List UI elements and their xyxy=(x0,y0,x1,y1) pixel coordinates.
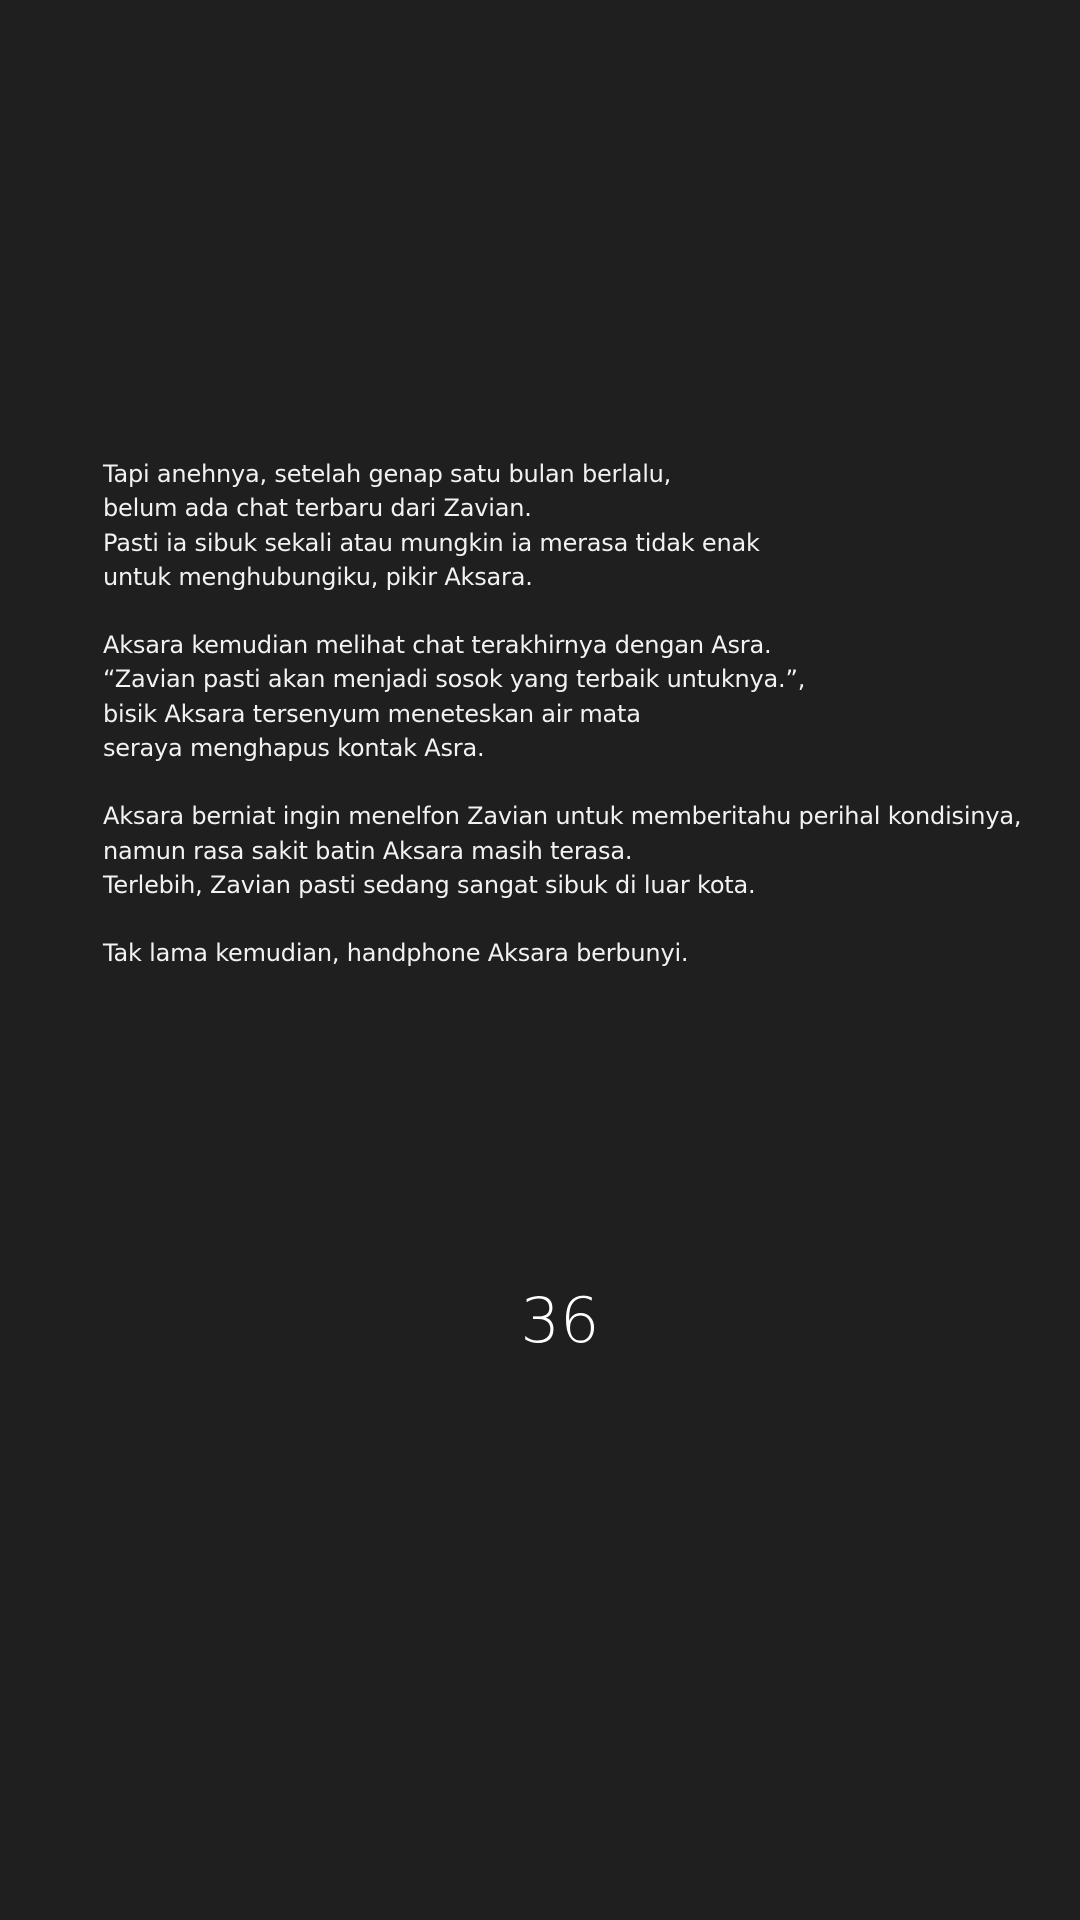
story-line: untuk menghubungiku, pikir Aksara. xyxy=(103,562,533,591)
story-line: Aksara kemudian melihat chat terakhirnya dengan Asra. xyxy=(103,631,772,660)
story-line: “Zavian pasti akan menjadi sosok yang terbaik untuknya.”, xyxy=(103,665,806,694)
paragraph-4 xyxy=(103,936,1043,970)
page-number: 36 xyxy=(520,1284,600,1357)
story-line: Pasti ia sibuk sekali atau mungkin ia merasa tidak enak xyxy=(103,528,760,557)
story-line: belum ada chat terbaru dari Zavian. xyxy=(103,494,532,523)
story-line: Tak lama kemudian, handphone Aksara berbunyi. xyxy=(103,939,689,968)
story-line: seraya menghapus kontak Asra. xyxy=(103,734,485,763)
story-line: Aksara berniat ingin menelfon Zavian untuk memberitahu perihal kondisinya, xyxy=(103,802,1022,831)
story-line: namun rasa sakit batin Aksara masih terasa. xyxy=(103,836,633,865)
story-line: bisik Aksara tersenyum meneteskan air mata xyxy=(103,699,641,728)
paragraph-1 xyxy=(103,457,1043,594)
story-line: Tapi anehnya, setelah genap satu bulan berlalu, xyxy=(103,460,672,488)
paragraph-3 xyxy=(103,799,1043,902)
story-text xyxy=(103,457,1043,1005)
story-line: Terlebih, Zavian pasti sedang sangat sibuk di luar kota. xyxy=(103,870,756,899)
paragraph-2 xyxy=(103,628,1043,765)
